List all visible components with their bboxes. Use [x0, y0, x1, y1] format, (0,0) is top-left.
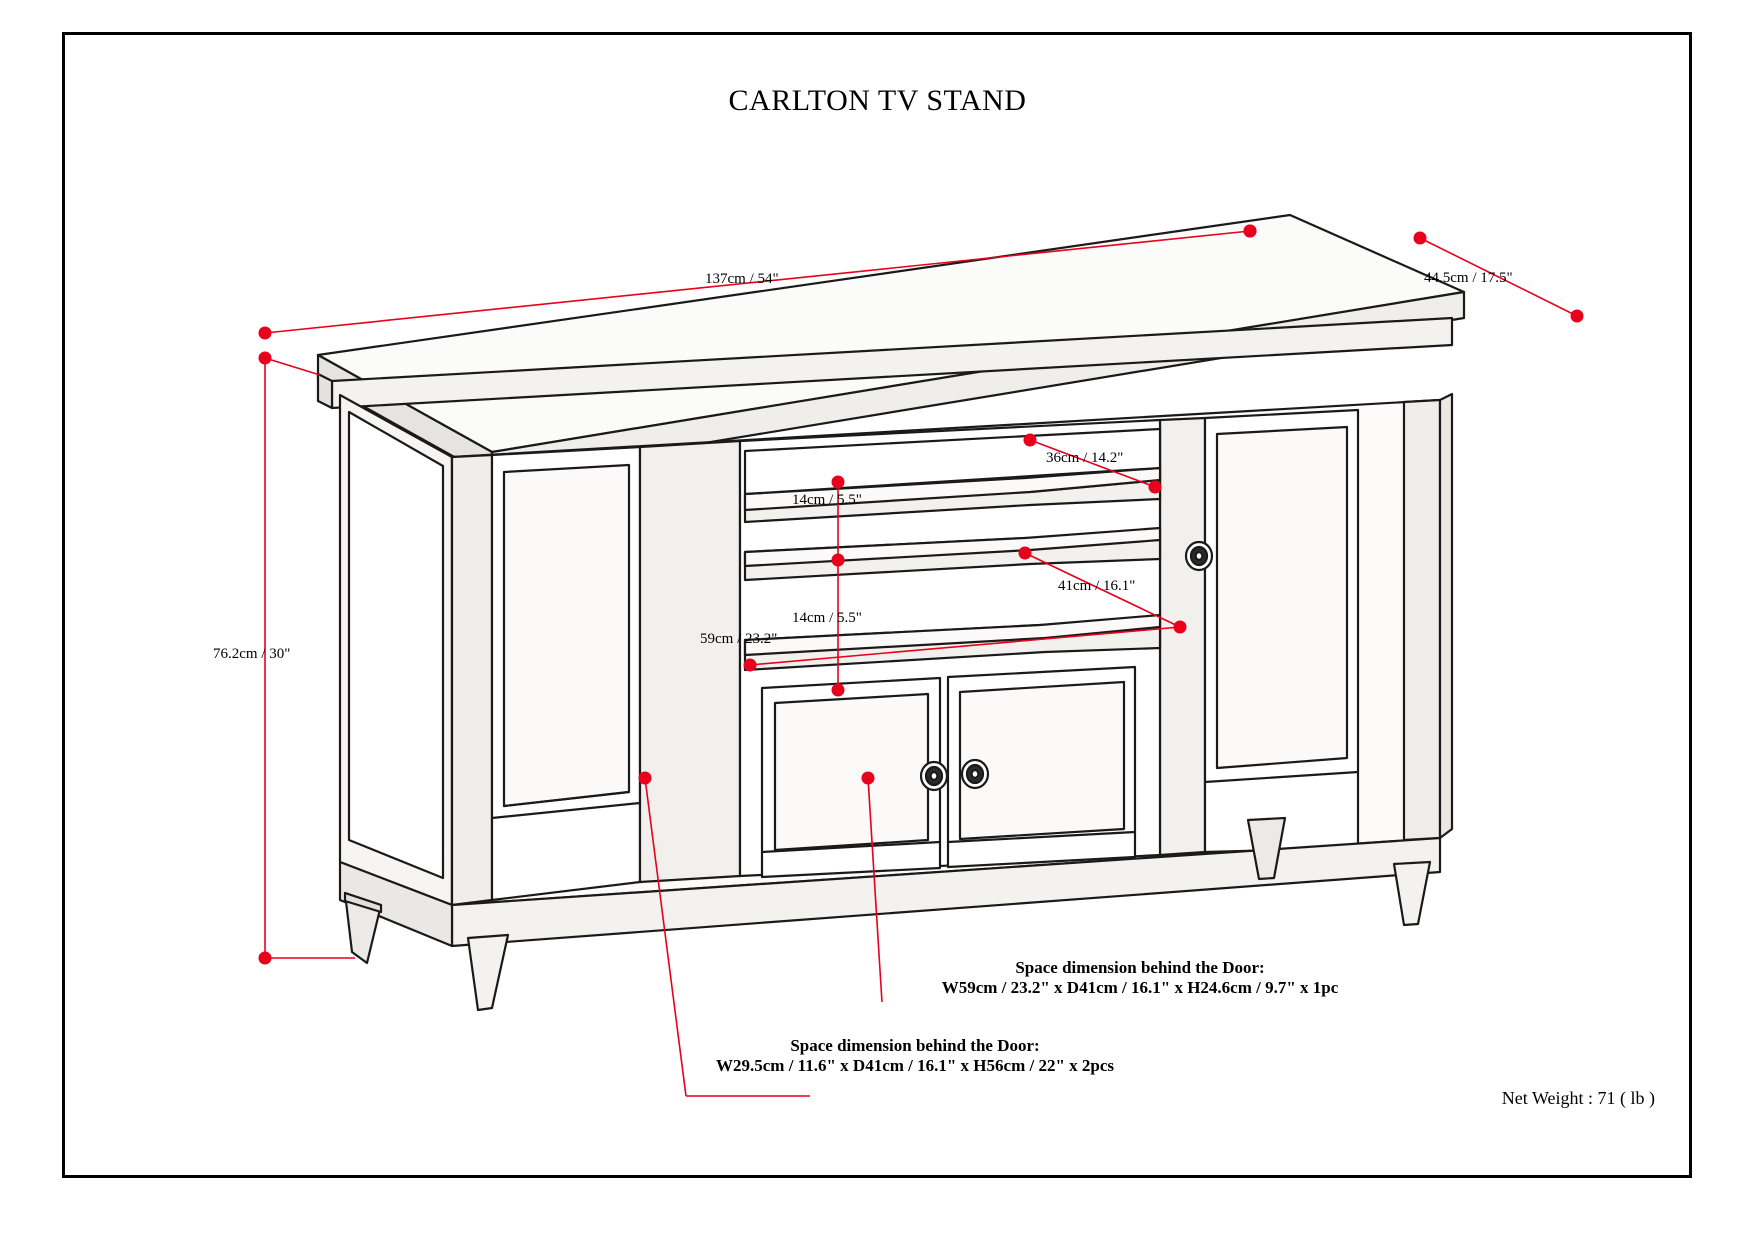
net-weight-label: Net Weight : 71 ( lb )	[1501, 1088, 1655, 1108]
dimension-label-middle-shelf-depth: 41cm / 16.1"	[1058, 578, 1136, 594]
note-2-line-1: Space dimension behind the Door:	[790, 1036, 1040, 1055]
dimension-label-shelf-width: 59cm / 23.2"	[700, 631, 778, 647]
note-1-line-2: W59cm / 23.2" x D41cm / 16.1" x H24.6cm / 9.7" x 1pc	[941, 978, 1339, 997]
dimension-label-upper-shelf-depth: 36cm / 14.2"	[1046, 450, 1124, 466]
page-title: CARLTON TV STAND	[728, 84, 1027, 117]
note-space-behind-door-1	[880, 958, 1400, 998]
dimension-label-lower-opening-height: 14cm / 5.5"	[792, 610, 862, 626]
dimension-label-width: 137cm / 54"	[705, 271, 779, 287]
dimension-label-upper-opening-height: 14cm / 5.5"	[792, 492, 862, 508]
note-2-line-2: W29.5cm / 11.6" x D41cm / 16.1" x H56cm / 22" x 2pcs	[715, 1056, 1115, 1075]
dimension-label-depth: 44.5cm / 17.5"	[1424, 270, 1513, 286]
note-space-behind-door-2	[655, 1036, 1175, 1076]
dimension-label-height: 76.2cm / 30"	[213, 646, 291, 662]
note-1-line-1: Space dimension behind the Door:	[1015, 958, 1265, 977]
